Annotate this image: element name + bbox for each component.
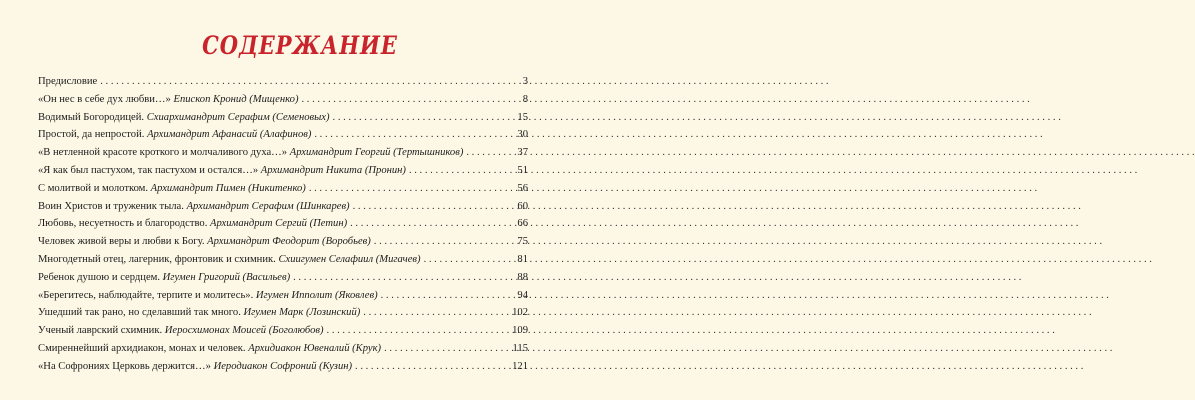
dot-leader [100,73,503,91]
toc-entry [38,109,528,127]
toc-entry-author: Игумен Марк (Лозинский) [243,307,361,319]
toc-entry-page-number: 37 [517,147,528,159]
toc-entry-author: Игумен Ипполит (Яковлев) [255,289,378,301]
toc-entry-text [38,215,347,233]
toc-entry [38,340,528,358]
dot-leader [314,126,503,144]
toc-entry [38,322,528,340]
toc-entry-page-number: 15 [517,111,528,123]
dot-leader [384,340,503,358]
dot-leader [333,109,503,127]
toc-entry-text [38,269,290,287]
toc-entry-text [38,162,406,180]
dot-leader [309,180,503,198]
toc-entry-text [38,233,371,251]
toc-entry-author: Схиархимандрит Серафим (Семеновых) [146,111,330,123]
toc-entry-title: Воин Христов и труженик тыла. [38,200,184,212]
toc-entry-text [38,251,421,269]
toc-entry-title: Человек живой веры и любви к Богу. [38,236,205,248]
toc-entry-title: «На Софрониях Церковь держится…» [38,360,211,372]
dot-leader [353,198,503,216]
toc-entry-author: Архидиакон Ювеналий (Крук) [248,342,382,354]
toc-entry-title: Ушедший так рано, но сделавший так много. [38,307,241,319]
dot-leader [355,358,503,376]
dot-leader [381,287,503,305]
toc-entry-author: Иеродиакон Софроний (Кузин) [213,360,353,372]
toc-entry-author: Схиигумен Селафиил (Мигачев) [278,253,421,265]
toc-entry-page-number: 102 [512,307,528,319]
toc-entry-text [38,180,306,198]
toc-entry-title: Любовь, несуетность и благородство. [38,218,208,230]
toc-entry-page-number: 115 [512,342,528,354]
toc-entry [38,304,528,322]
dot-leader [424,251,503,269]
toc-entry-text [38,73,97,91]
toc-entry-author: Архимандрит Пимен (Никитенко) [150,182,306,194]
toc-entry-title: «В нетленной красоте кроткого и молчаливого духа…» [38,147,288,159]
toc-entry-title: Многодетный отец, лагерник, фронтовик и схимник. [38,253,276,265]
toc-entry [38,126,528,144]
toc-entry [38,358,528,376]
toc-entry-page-number: 75 [517,236,528,248]
toc-entry [38,180,528,198]
toc-entry-title: С молитвой и молотком. [38,182,149,194]
toc-entry-text [38,126,311,144]
toc-entry [38,269,528,287]
toc-entry-page-number: 109 [512,325,528,337]
toc-entry [38,287,528,305]
toc-entry-text [38,358,352,376]
toc-entry-author: Архимандрит Сергий (Петин) [210,218,348,230]
toc-entry-page-number: 56 [517,182,528,194]
toc-entry-author: Игумен Григорий (Васильев) [162,271,291,283]
toc-entry-author: Архимандрит Феодорит (Воробьев) [207,236,371,248]
toc-entry-text [38,287,378,305]
toc-entry-title: Ученый лаврский схимник. [38,325,163,337]
dot-leader [350,215,503,233]
toc-entry [38,91,528,109]
dot-leader [374,233,503,251]
toc-entry-author: Иеросхимонах Моисей (Боголюбов) [164,325,324,337]
toc-entry-text [38,144,463,162]
toc-entry-title: Предисловие [38,76,98,87]
toc-entry-title: Простой, да непростой. [38,129,145,141]
toc-entry-page-number: 60 [517,200,528,212]
toc-entry-title: Смиреннейший архидиакон, монах и человек. [38,342,246,354]
toc-title: СОДЕРЖАНИЕ [202,30,398,60]
toc-entry-text [38,322,324,340]
toc-entry-author: Архимандрит Никита (Пронин) [260,164,406,176]
toc-entry-author: Архимандрит Афанасий (Алафинов) [147,129,312,141]
toc-entry-page-number: 3 [522,76,528,87]
toc-entry-text [38,304,360,322]
dot-leader [363,304,503,322]
toc-entry-page-number: 30 [517,129,528,141]
toc-entry [38,73,528,91]
toc-entry-page-number: 51 [517,164,528,176]
dot-leader [301,91,503,109]
toc-entry-title: «Он нес в себе дух любви…» [38,93,171,105]
toc-entry-text [38,109,330,127]
toc-entry-page-number: 8 [522,93,528,105]
toc-entry [38,198,528,216]
toc-entry-page-number: 94 [517,289,528,301]
toc-entry-page-number: 88 [517,271,528,283]
toc-entry-title: Ребенок душою и сердцем. [38,271,160,283]
dot-leader [409,162,503,180]
toc-entry-page-number: 81 [517,253,528,265]
toc-entry [38,251,528,269]
toc-entry-title: «Я как был пастухом, так пастухом и остался…» [38,164,259,176]
toc-entry-author: Архимандрит Георгий (Тертышников) [289,147,464,159]
toc-entry [38,144,528,162]
toc-entry-text [38,91,298,109]
dot-leader [293,269,503,287]
toc-list [38,73,528,376]
toc-entry [38,233,528,251]
dot-leader [327,322,503,340]
toc-entry-text [38,198,350,216]
toc-entry-title: «Берегитесь, наблюдайте, терпите и молитесь». [38,289,254,301]
toc-entry-author: Архимандрит Серафим (Шинкарев) [186,200,350,212]
toc-entry-title: Водимый Богородицей. [38,111,145,123]
toc-entry [38,215,528,233]
dot-leader [466,144,503,162]
toc-entry-page-number: 66 [517,218,528,230]
toc-entry-author: Епископ Кронид (Мищенко) [173,93,299,105]
toc-entry-text [38,340,381,358]
toc-entry [38,162,528,180]
toc-entry-page-number: 121 [512,360,528,372]
